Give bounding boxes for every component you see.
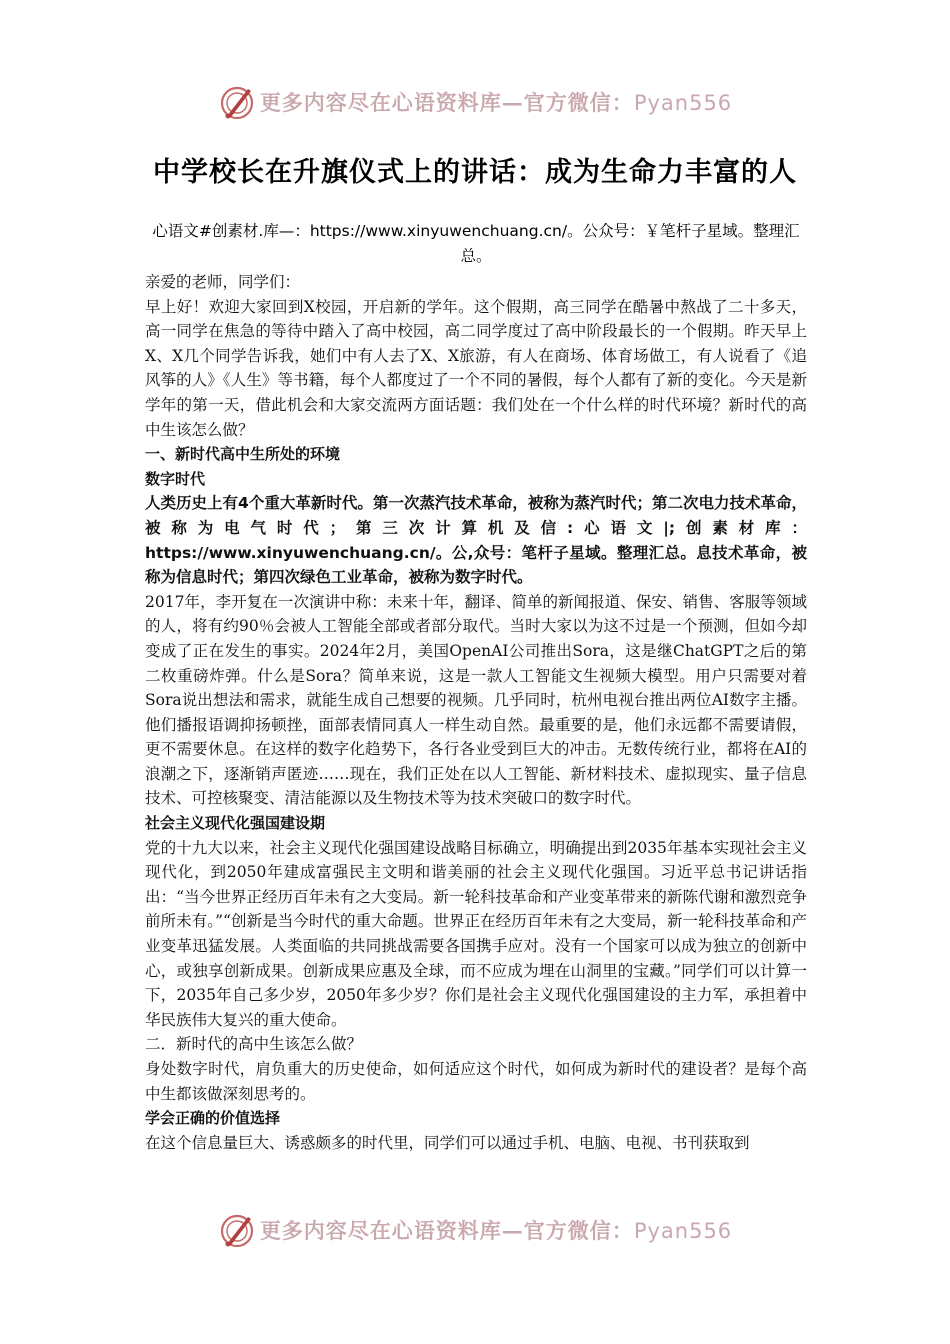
brush-logo-icon [218, 1210, 258, 1250]
body-paragraph: 2017年，李开复在一次演讲中称：未来十年，翻译、简单的新闻报道、保安、销售、客服等领域的人，将有约90％会被人工智能全部或者部分取代。当时大家以为这不过是一个预测，但如今却变成了正在发生的事实。2024年2月，美国OpenAI公司推出Sora，这是继ChatGPT之后的第二枚重磅炸弹。什么是Sora？简单来说，这是一款人工智能文生视频大模型。用户只需要对着Sora说出想法和需求，就能生成自己想要的视频。几乎同时，杭州电视台推出两位AI数字主播。他们播报语调抑扬顿挫，面部表情同真人一样生动自然。最重要的是，他们永远都不需要请假，更不需要休息。在这样的数字化趋势下，各行各业受到巨大的冲击。无数传统行业，都将在AI的浪潮之下，逐渐销声匿迹……现在，我们正处在以人工智能、新材料技术、虚拟现实、量子信息技术、可控核聚变、清洁能源以及生物技术等为技术突破口的数字时代。 [145, 592, 807, 808]
banner-text: 更多内容尽在心语资料库—官方微信：Pyan556 [259, 90, 733, 115]
body-paragraph: 人类历史上有4个重大革新时代。第一次蒸汽技术革命，被称为蒸汽时代；第二次电力技术革命，被称为电气时代；第三次计算机及信:心语文|;创素材库：https://www.xinyuwenchuang.cn/。公,众号：笔杆子星域。整理汇总。息技术革命，被称为信息时代；第四次绿色工业革命，被称为数字时代。 [145, 494, 807, 587]
subsection-heading: 数字时代 [145, 469, 206, 488]
body-paragraph: 早上好！欢迎大家回到X校园，开启新的学年。这个假期，高三同学在酷暑中熬战了二十多天，高一同学在焦急的等待中踏入了高中校园，高二同学度过了高中阶段最长的一个假期。昨天早上X、X几个同学告诉我，她们中有人去了X、X旅游，有人在商场、体育场做工，有人说看了《追风筝的人》《人生》等书籍，每个人都度过了一个不同的暑假，每个人都有了新的变化。今天是新学年的第一天，借此机会和大家交流两方面话题：我们处在一个什么样的时代环境？新时代的高中生该怎么做？ [145, 297, 807, 439]
body-paragraph: 在这个信息量巨大、诱惑颇多的时代里，同学们可以通过手机、电脑、电视、书刊获取到 [145, 1133, 750, 1152]
brush-logo-icon [218, 82, 258, 122]
document-title: 中学校长在升旗仪式上的讲话：成为生命力丰富的人 [153, 157, 797, 188]
document-body [145, 270, 807, 1155]
subsection-heading: 学会正确的价值选择 [145, 1109, 281, 1128]
body-paragraph: 党的十九大以来，社会主义现代化强国建设战略目标确立，明确提出到2035年基本实现社会主义现代化，到2050年建成富强民主文明和谐美丽的社会主义现代化强国。习近平总书记讲话指出：“当今世界正经历百年未有之大变局。新一轮科技革命和产业变革带来的新陈代谢和激烈竞争前所未有。”“创新是当今时代的重大命题。世界正在经历百年未有之大变局，新一轮科技革命和产业变革迅猛发展。人类面临的共同挑战需要各国携手应对。没有一个国家可以成为独立的创新中心，或独享创新成果。创新成果应惠及全球，而不应成为埋在山洞里的宝藏。”同学们可以计算一下，2035年自己多少岁，2050年多少岁？你们是社会主义现代化强国建设的主力军，承担着中华民族伟大复兴的重大使命。 [145, 838, 807, 1029]
source-line: 心语文#创素材.库—：https://www.xinyuwenchuang.cn/。公众号：￥笔杆子星域。整理汇总。 [152, 222, 800, 265]
footer-banner [0, 1208, 950, 1252]
section-heading: 一、新时代高中生所处的环境 [145, 445, 341, 464]
greeting: 亲爱的老师，同学们： [145, 273, 301, 291]
body-paragraph: 身处数字时代，肩负重大的历史使命，如何适应这个时代，如何成为新时代的建设者？是每个高中生都该做深刻思考的。 [145, 1060, 807, 1103]
banner-text: 更多内容尽在心语资料库—官方微信：Pyan556 [259, 1218, 733, 1243]
subsection-heading: 社会主义现代化强国建设期 [145, 814, 326, 833]
section-heading: 二．新时代的高中生该怎么做？ [145, 1035, 363, 1054]
header-banner [0, 80, 950, 124]
